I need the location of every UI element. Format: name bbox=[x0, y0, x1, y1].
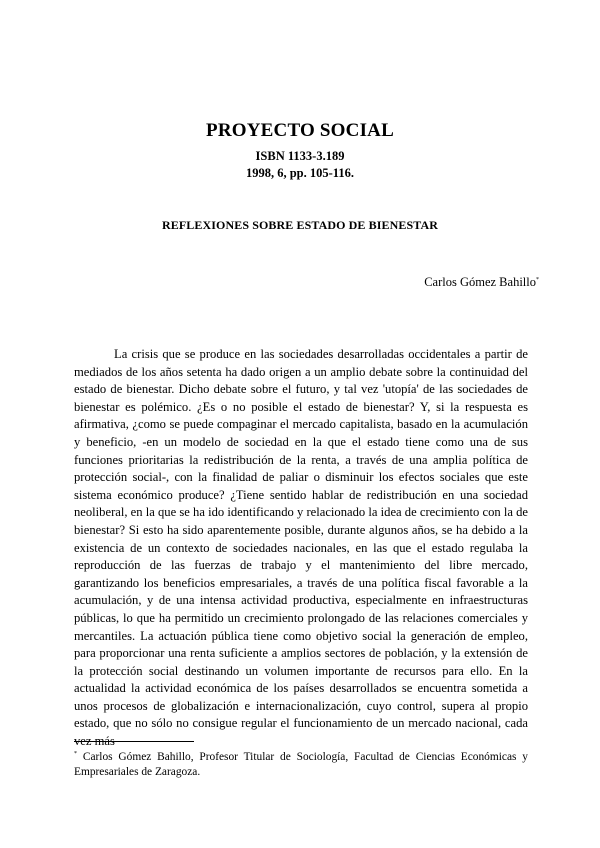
body-paragraph: La crisis que se produce en las sociedades desarrolladas occidentales a partir de mediados de los años setenta ha dado origen a un amplio debate sobre la continuidad del estado de bienestar. Dicho debate sobre el futuro, y tal vez 'utopía' de las sociedades de bienestar es polémico. ¿Es o no posible el estado de bienestar? Y, si la respuesta es afirmativa, ¿como se puede compaginar el mercado capitalista, basado en la acumulación y beneficio, -en un modelo de sociedad en la que el estado tiene como una de sus funciones prioritarias la redistribución de la renta, a través de una amplia política de protección social-, con la finalidad de paliar o disminuir los efectos sociales que este sistema económico produce? ¿Tiene sentido hablar de redistribución en una sociedad neoliberal, en la que se ha ido identificando y relacionado la idea de crecimiento con la de bienestar? Si esto ha sido aparentemente posible, durante algunos años, se ha debido a la existencia de un contexto de sociedades nacionales, en las que el estado regulaba la reproducción de las fuerzas de trabajo y el mantenimiento del libre mercado, garantizando los beneficios empresariales, a través de una política fiscal favorable a la acumulación, y de una intensa actividad productiva, especialmente en infraestructuras públicas, lo que ha permitido un crecimiento prolongado de las relaciones comerciales y mercantiles. La actuación pública tiene como objetivo social la generación de empleo, para proporcionar una renta suficiente a amplios sectores de población, y la extensión de la protección social destinando un volumen importante de recursos para ello. En la actualidad la actividad económica de los países desarrollados se encuentra sometida a unos procesos de globalización e internacionalización, cuyo control, supera al propio estado, que no sólo no consigue regular el funcionamiento de un mercado nacional, cada vez más bbox=[74, 347, 528, 749]
author-footnote-marker: * bbox=[536, 276, 539, 283]
issue-info: 1998, 6, pp. 105-116. bbox=[245, 166, 354, 180]
footnote-marker: * bbox=[74, 751, 77, 757]
footnote bbox=[74, 747, 528, 779]
author-name: Carlos Gómez Bahillo bbox=[424, 275, 536, 289]
footnote-divider bbox=[74, 741, 194, 742]
footnote-text: Carlos Gómez Bahillo, Profesor Titular de Sociología, Facultad de Ciencias Económicas y Empresariales de Zaragoza. bbox=[74, 750, 528, 778]
isbn: ISBN 1133-3.189 bbox=[255, 149, 345, 163]
author-line bbox=[424, 275, 539, 290]
article-title: REFLEXIONES SOBRE ESTADO DE BIENESTAR bbox=[162, 218, 438, 232]
journal-title: PROYECTO SOCIAL bbox=[206, 120, 394, 141]
